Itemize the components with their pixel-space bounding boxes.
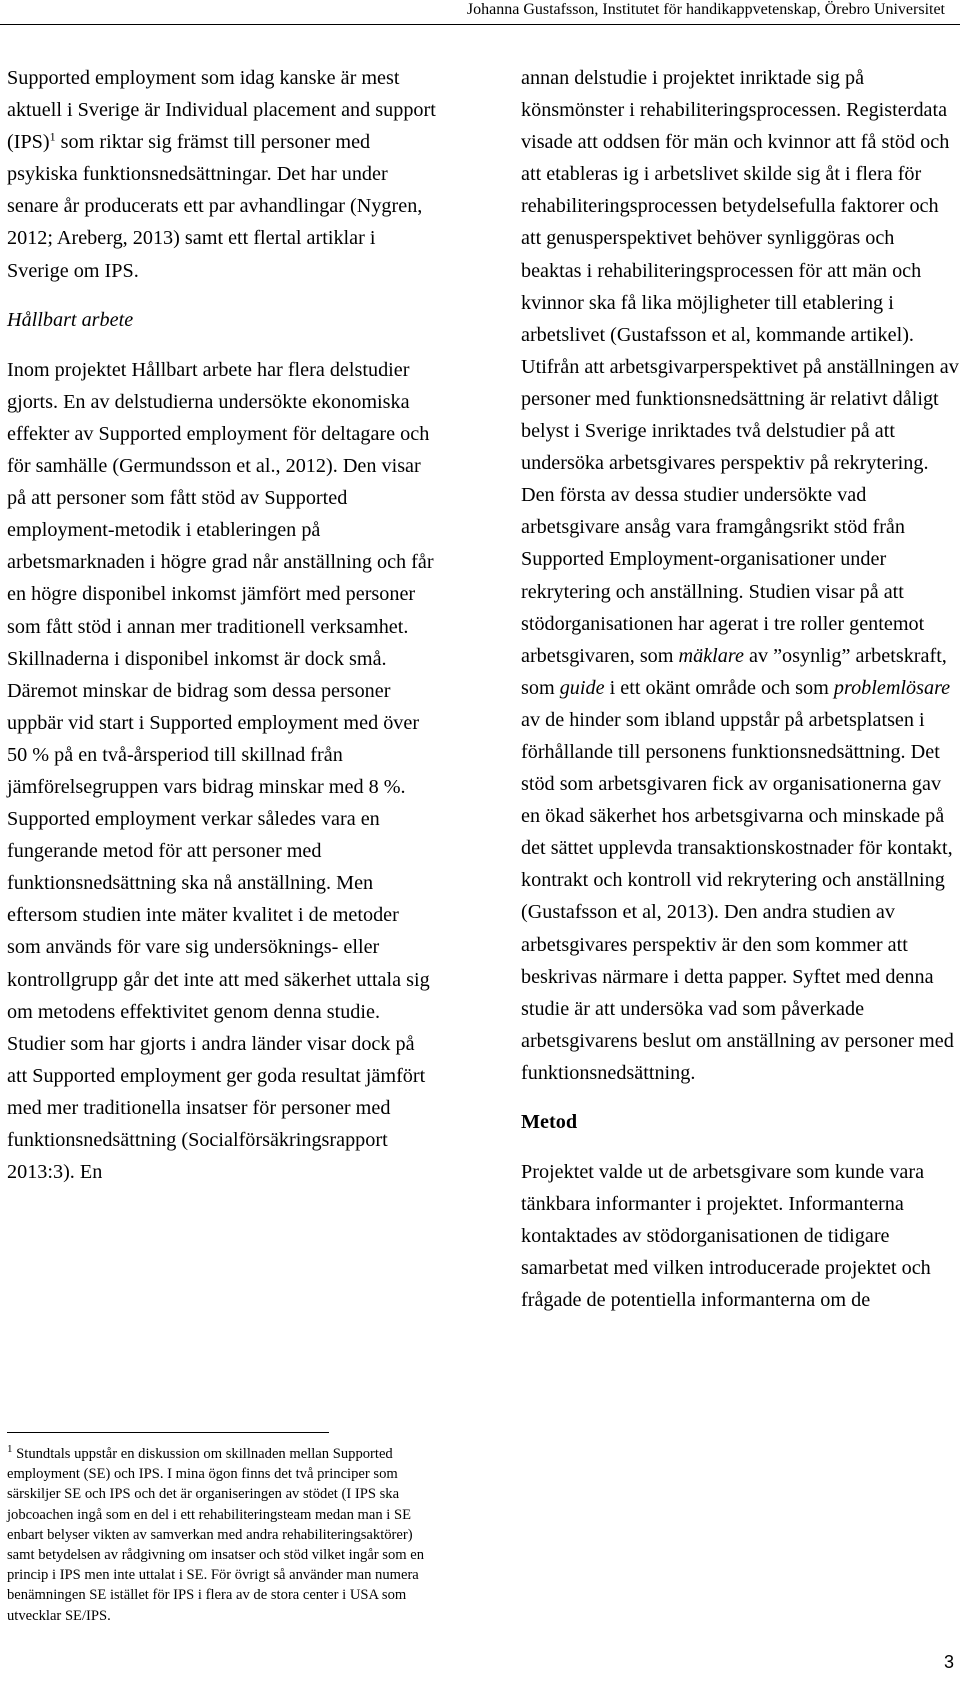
text-run: av de hinder som ibland uppstår på arbetsplatsen i förhållande till personens funktionsnedsättning. Det stöd som arbetsgivaren fick av organisationerna gav en ökad säkerhet hos arbetsgivarna och minskade på det sättet upplevda transaktionskostnader för kontakt, kontrakt och kontroll vid rekrytering och anställning (Gustafsson et al, 2013). Den andra studien av arbetsgivares perspektiv är den som kommer att beskrivas närmare i detta papper. Syftet med denna studie är att undersöka vad som påverkade arbetsgivarens beslut om anställning av personer med funktionsnedsättning.	[521, 708, 954, 1084]
text-run: av ”osynlig” arbetskraft, som	[521, 644, 947, 699]
text-run: annan delstudie i projektet inriktade sig på könsmönster i rehabiliteringsprocessen. Registerdata visade att oddsen för män och kvinnor att få stöd och att etableras ig i arbetslivet skilde sig åt i flera för rehabiliteringsprocessen betydelsefulla faktorer och att genusperspektivet behöver synliggöras och beaktas i rehabiliteringsprocessen för att män och kvinnor ska få lika möjligheter till etablering i arbetslivet (Gustafsson et al, kommande artikel). Utifrån att arbetsgivarperspektivet på anställningen av personer med funktionsnedsättning är relativt dåligt belyst i Sverige inriktades två delstudier på att undersöka arbetsgivares perspektiv på rekrytering. Den första av dessa studier undersökte vad arbetsgivare ansåg vara framgångsrikt stöd från Supported Employment-organisationer under rekrytering och anställning. Studien visar på att stödorganisationen har agerat i tre roller gentemot arbetsgivaren, som	[521, 67, 959, 667]
left-column	[7, 62, 437, 1188]
page-number: 3	[943, 1652, 954, 1672]
footnote-text: Stundtals uppstår en diskussion om skillnaden mellan Supported employment (SE) och IPS. I mina ögon finns det två principer som särskiljer SE och IPS och det är organiseringen av stödet (I IPS ska jobcoachen ingå som en del i ett rehabiliteringsteam medan man i SE enbart belyser vikten av samverkan med andra rehabiliteringsaktörer) samt betydelsen av rådgivning om insatser och stöd vilket ingår som en princip i IPS men inte uttalat i SE. För övrigt så använder man numera benämningen SE istället för IPS i flera av de stora center i USA som utvecklar SE/IPS.	[7, 1446, 425, 1624]
paragraph-ips-a: Supported employment som idag kanske är mest aktuell i Sverige är Individual placement and support (IPS)	[7, 67, 436, 154]
running-header	[0, 0, 960, 22]
emphasis-maklare: mäklare	[678, 644, 744, 667]
footnote-marker: 1	[7, 1443, 13, 1456]
paragraph-hallbart-arbete: Inom projektet Hållbart arbete har flera delstudier gjorts. En av delstudierna undersökte ekonomiska effekter av Supported employment för deltagare och för samhälle (Germundsson et al., 2012). Den visar på att personer som fått stöd av Supported employment-metodik i etableringen på arbetsmarknaden i högre grad når anställning och får en högre disponibel inkomst jämfört med personer som fått stöd i annan mer traditionell verksamhet. Skillnaderna i disponibel inkomst är dock små. Däremot minskar de bidrag som dessa personer uppbär vid start i Supported employment med över 50 % på en två-årsperiod till skillnad från jämförelsegruppen vars bidrag minskar med 8 %. Supported employment verkar således vara en fungerande metod för att personer med funktionsnedsättning ska nå anställning. Men eftersom studien inte mäter kvalitet i de metoder som används för vare sig undersöknings- eller kontrollgrupp går det inte att med säkerhet uttala sig om metodens effektivitet genom denna studie. Studier som har gjorts i andra länder visar dock på att Supported employment ger goda resultat jämfört med mer traditionella insatser för personer med funktionsnedsättning (Socialförsäkringsrapport 2013:3). En	[7, 358, 434, 1184]
emphasis-guide: guide	[559, 676, 605, 699]
paragraph-metod: Projektet valde ut de arbetsgivare som kunde vara tänkbara informanter i projektet. Informanterna kontaktades av stödorganisationen de tidigare samarbetat med vilken introducerade projektet och frågade de potentiella informanterna om de	[521, 1161, 931, 1312]
header-text: Johanna Gustafsson, Institutet för handikappvetenskap, Örebro Universitet	[466, 1, 945, 18]
text-run: i ett okänt område och som	[604, 676, 834, 699]
paragraph-delstudie	[521, 62, 959, 1089]
header-rule	[0, 24, 960, 25]
section-heading-metod: Metod	[521, 1111, 578, 1133]
footnote-rule	[7, 1432, 329, 1433]
section-heading-hallbart-arbete: Hållbart arbete	[7, 308, 134, 331]
footnote	[7, 1444, 437, 1626]
footnote-ref: 1	[49, 129, 56, 144]
emphasis-problemlosare: problemlösare	[833, 676, 951, 699]
right-column	[521, 62, 959, 1317]
paragraph-ips	[7, 62, 437, 287]
paragraph-ips-b: som riktar sig främst till personer med psykiska funktionsnedsättningar. Det har under senare år producerats ett par avhandlingar (Nygren, 2012; Areberg, 2013) samt ett flertal artiklar i Sverige om IPS.	[7, 131, 423, 282]
